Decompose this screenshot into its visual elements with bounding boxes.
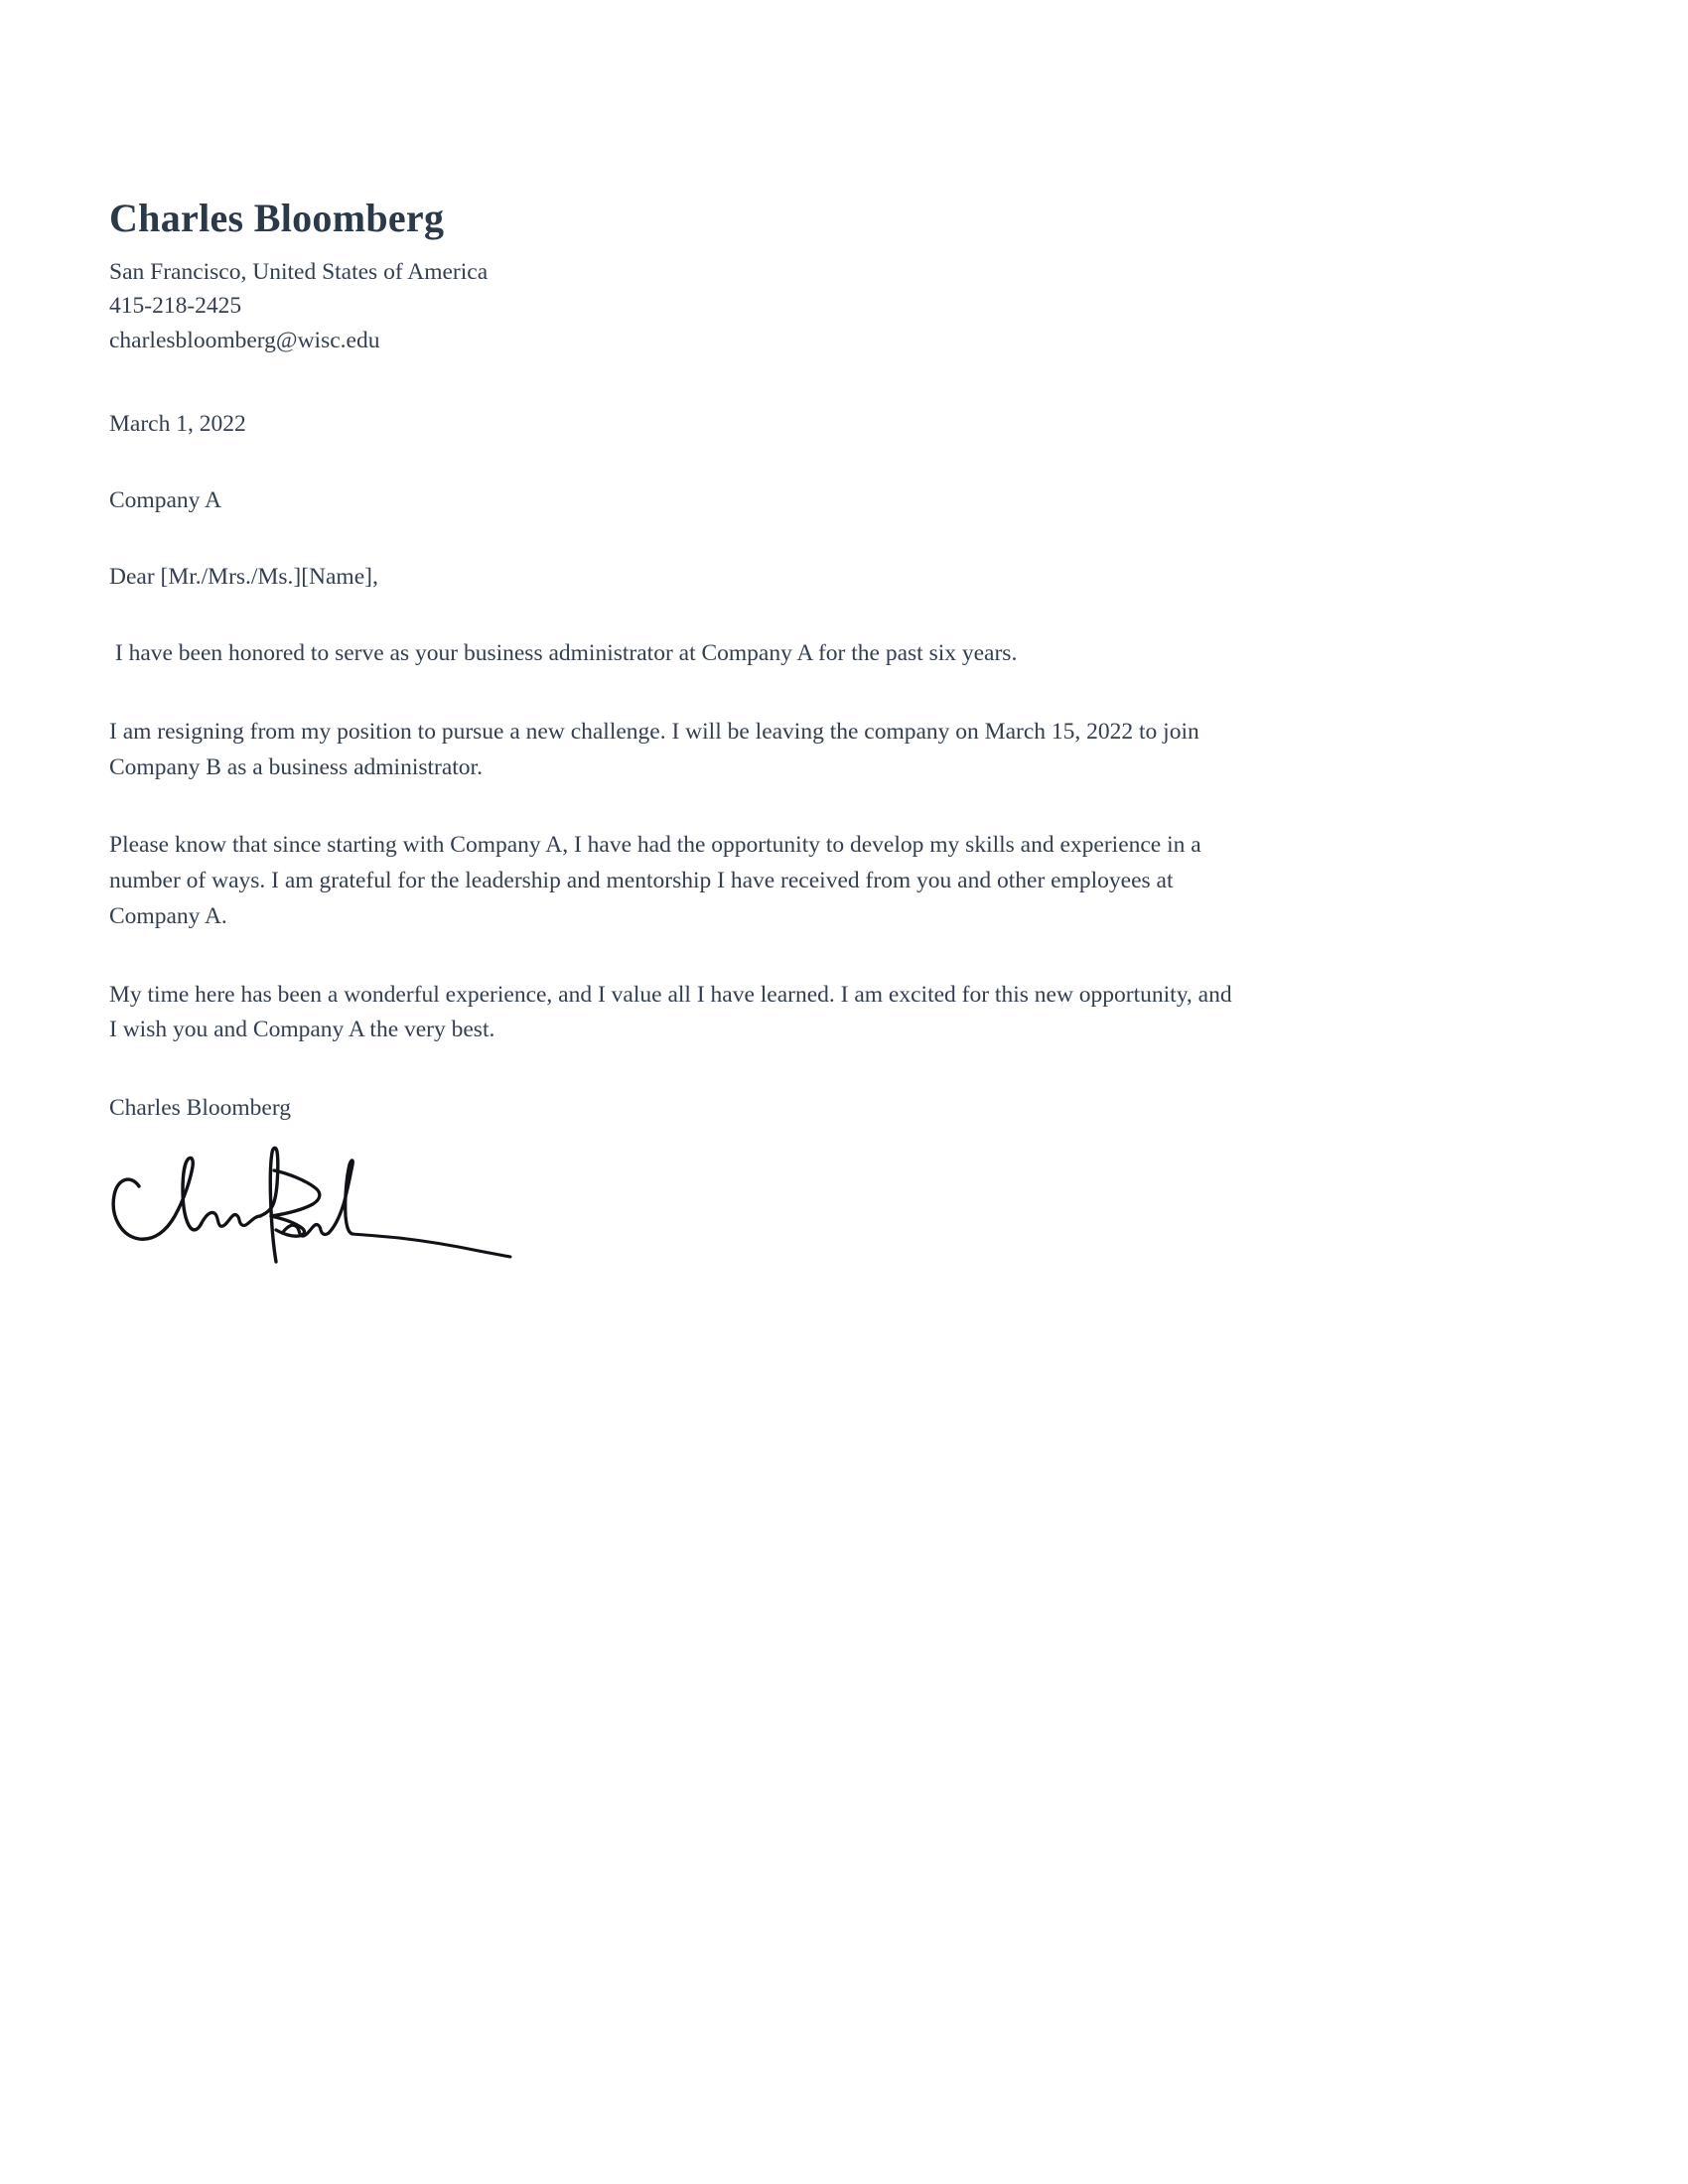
body-paragraph: Please know that since starting with Company A, I have had the opportunity to develop my skills and experience in a number of ways. I am grateful for the leadership and mentorship I have received from you and other employees at Company A.: [109, 832, 1207, 929]
sender-email: charlesbloomberg@wisc.edu: [109, 327, 380, 353]
spacer: [109, 935, 1241, 978]
signature-icon: [109, 1141, 536, 1260]
sender-phone: 415-218-2425: [109, 293, 242, 320]
letter-body: [109, 195, 1241, 1260]
spacer: [109, 594, 1241, 636]
spacer: [109, 785, 1241, 828]
letter-date: March 1, 2022: [109, 411, 246, 438]
closing-name: Charles Bloomberg: [109, 1095, 291, 1122]
body-paragraph: My time here has been a wonderful experience, and I value all I have learned. I am excited for this new opportunity, and I wish you and Company A the very best.: [109, 981, 1238, 1043]
spacer: [109, 517, 1241, 560]
salutation: Dear [Mr./Mrs./Ms.][Name],: [109, 564, 378, 591]
page-title: Charles Bloomberg: [109, 196, 445, 240]
sender-contact-block: [109, 255, 1241, 357]
sender-location: San Francisco, United States of America: [109, 259, 489, 286]
signature-image: [109, 1141, 536, 1260]
spacer: [109, 441, 1241, 483]
body-paragraph: I am resigning from my position to pursue a new challenge. I will be leaving the company on March 15, 2022 to join Company B as a business administrator.: [109, 718, 1205, 780]
body-paragraph: I have been honored to serve as your business administrator at Company A for the past six years.: [109, 640, 1018, 667]
recipient-company: Company A: [109, 487, 221, 514]
spacer: [109, 672, 1241, 715]
spacer: [109, 357, 1241, 407]
spacer: [109, 1048, 1241, 1091]
